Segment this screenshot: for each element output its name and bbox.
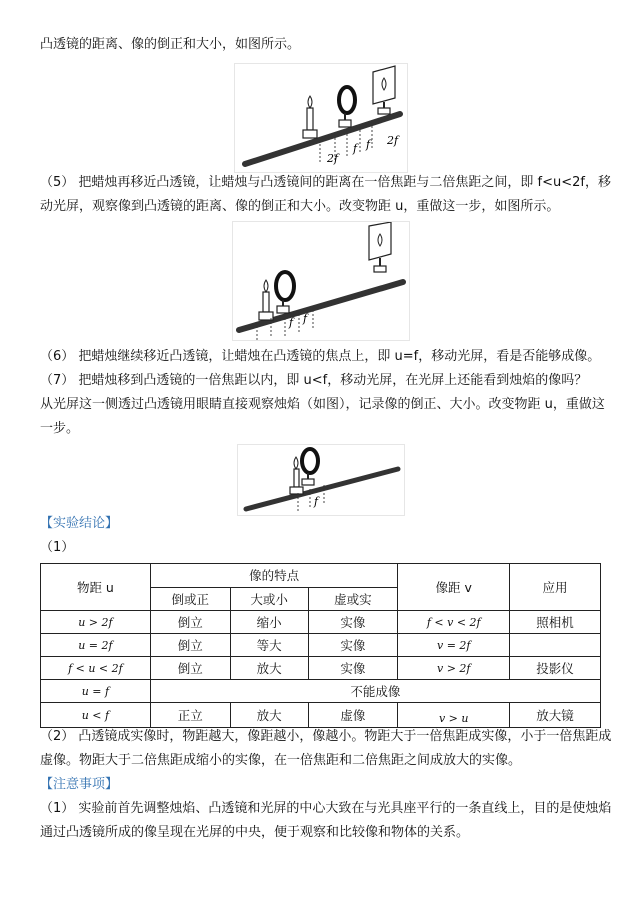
focal-label: f [303, 312, 308, 325]
cell-application: 照相机 [510, 611, 601, 634]
cell-application [510, 634, 601, 657]
paragraph-line: 通过凸透镜所成的像呈现在光屏的中央，便于观察和比较像和物体的关系。 [40, 825, 470, 840]
header-kind: 虚或实 [308, 587, 398, 611]
cell-v: f < v < 2f [398, 611, 510, 634]
paragraph-line: 动光屏，观察像到凸透镜的距离、像的倒正和大小。改变物距 u，重做这一步，如图所示。 [40, 199, 560, 214]
paragraph-line: （2） 凸透镜成实像时，物距越大，像距越小，像越小。物距大于一倍焦距成实像，小于一倍焦距成 [40, 729, 612, 744]
focal-label: f [314, 495, 319, 508]
focal-label: f [353, 142, 358, 155]
figure-lens-setup-3 [237, 444, 405, 516]
paragraph-line: （1） 实验前首先调整烛焰、凸透镜和光屏的中心大致在与光具座平行的一条直线上，目的是使烛焰 [40, 801, 612, 816]
cell-orientation: 倒立 [150, 634, 230, 657]
cell-orientation: 倒立 [150, 611, 230, 634]
focal-label: f [366, 138, 371, 151]
candle-icon [303, 96, 317, 138]
cell-size: 放大 [230, 657, 308, 680]
cell-application: 投影仪 [510, 657, 601, 680]
paragraph-line: （5） 把蜡烛再移近凸透镜，让蜡烛与凸透镜间的距离在一倍焦距与二倍焦距之间，即 f<u<2f，移 [40, 175, 611, 190]
table-row [41, 657, 601, 680]
cell-u: u = f [41, 680, 151, 703]
header-image-features: 像的特点 [150, 564, 398, 588]
paragraph-line: 虚像。物距大于二倍焦距成缩小的实像，在一倍焦距和二倍焦距之间成放大的实像。 [40, 753, 522, 768]
cell-u: u < f [41, 703, 151, 728]
figure-lens-setup-1 [234, 63, 408, 173]
table-row [41, 703, 601, 728]
table-header-row [41, 564, 601, 588]
paragraph-line: 一步。 [40, 421, 80, 436]
header-size: 大或小 [230, 587, 308, 611]
cell-u: f < u < 2f [41, 657, 151, 680]
cell-kind: 虚像 [308, 703, 398, 728]
cell-kind: 实像 [308, 611, 398, 634]
cell-kind: 实像 [308, 657, 398, 680]
cell-v: v > 2f [398, 657, 510, 680]
figure-lens-setup-2 [232, 221, 410, 341]
cell-merged-no-image: 不能成像 [150, 680, 600, 703]
screen-icon [369, 222, 391, 272]
lens-icon [339, 87, 355, 127]
cell-kind: 实像 [308, 634, 398, 657]
paragraph-line: （6） 把蜡烛继续移近凸透镜，让蜡烛在凸透镜的焦点上，即 u=f，移动光屏，看是否能够成像。 [40, 349, 601, 364]
section-heading-conclusion: 【实验结论】 [40, 516, 119, 531]
cell-orientation: 倒立 [150, 657, 230, 680]
focal-label: 2f [387, 134, 399, 147]
lens-icon [276, 272, 294, 313]
header-image-distance: 像距 v [398, 564, 510, 611]
lens-icon [302, 449, 318, 485]
cell-size: 缩小 [230, 611, 308, 634]
results-table [40, 563, 601, 728]
header-object-distance: 物距 u [41, 564, 151, 611]
cell-orientation: 正立 [150, 703, 230, 728]
table-row [41, 680, 601, 703]
header-application: 应用 [510, 564, 601, 611]
focal-label: 2f [327, 152, 339, 165]
paragraph-line: （7） 把蜡烛移到凸透镜的一倍焦距以内，即 u<f，移动光屏，在光屏上还能看到烛焰的像吗？ [40, 373, 588, 388]
header-orientation: 倒或正 [150, 587, 230, 611]
cell-v: v > u [398, 703, 510, 728]
candle-icon [259, 280, 273, 320]
screen-icon [373, 66, 395, 114]
cell-v: v = 2f [398, 634, 510, 657]
paragraph-line: （1） [40, 540, 75, 555]
cell-size: 等大 [230, 634, 308, 657]
focal-label: f [289, 316, 294, 329]
cell-application: 放大镜 [510, 703, 601, 728]
cell-u: u > 2f [41, 611, 151, 634]
cell-u: u = 2f [41, 634, 151, 657]
paragraph-line: 从光屏这一侧透过凸透镜用眼睛直接观察烛焰（如图），记录像的倒正、大小。改变物距 u，重做这 [40, 397, 605, 412]
table-row [41, 611, 601, 634]
cell-size: 放大 [230, 703, 308, 728]
paragraph-line: 凸透镜的距离、像的倒正和大小，如图所示。 [40, 37, 301, 52]
table-row [41, 634, 601, 657]
section-heading-notes: 【注意事项】 [40, 777, 119, 792]
